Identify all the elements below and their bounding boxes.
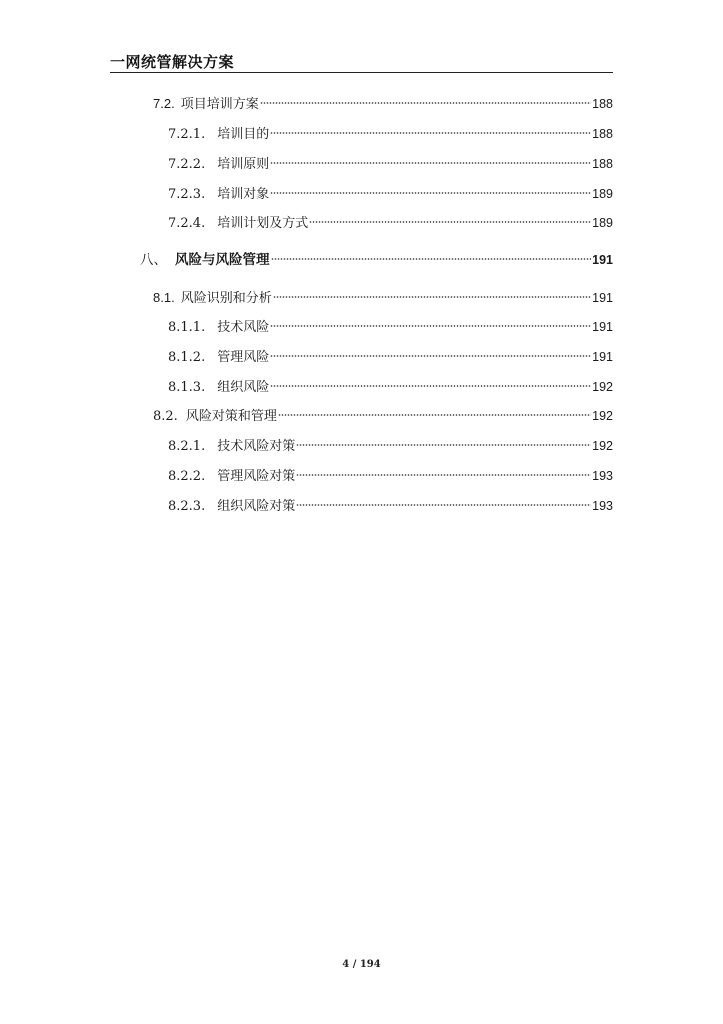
toc-dot-leader: [296, 443, 591, 447]
toc-entry-label: 风险识别和分析: [180, 291, 272, 306]
toc-entry-number: 7.2.4.: [168, 216, 206, 231]
page-number-indicator: 4 / 194: [342, 959, 381, 970]
toc-entry-7-2-3[interactable]: [168, 184, 613, 204]
toc-dot-leader: [270, 384, 591, 388]
toc-page-number: 191: [592, 291, 613, 305]
toc-dot-leader: [309, 220, 591, 224]
toc-dot-leader: [296, 503, 591, 507]
toc-dot-leader: [260, 101, 591, 105]
toc-entry-number: 8.1.1.: [168, 320, 206, 335]
toc-page-number: 191: [592, 350, 613, 364]
toc-entry-8-2-2[interactable]: [168, 466, 613, 486]
toc-dot-leader: [296, 473, 591, 477]
toc-entry-label: 培训目的: [217, 127, 270, 142]
toc-page-number: 193: [592, 499, 613, 513]
toc-entry-7-2-1[interactable]: [168, 124, 613, 144]
toc-page-number: 192: [592, 409, 613, 423]
toc-dot-leader: [270, 131, 591, 135]
toc-entry-8-1-3[interactable]: [168, 377, 613, 397]
toc-dot-leader: [278, 413, 591, 417]
toc-entry-number: 7.2.2.: [168, 157, 206, 172]
toc-entry-7-2[interactable]: [153, 94, 613, 114]
toc-entry-7-2-4[interactable]: [168, 213, 613, 233]
toc-entry-number: 7.2.1.: [168, 127, 206, 142]
toc-entry-8-1[interactable]: [153, 288, 613, 308]
toc-entry-label: 组织风险: [217, 380, 270, 395]
toc-page-number: 192: [592, 439, 613, 453]
toc-entry-8-2-1[interactable]: [168, 436, 613, 456]
toc-entry-number: 8.1.: [153, 290, 175, 305]
toc-dot-leader: [270, 354, 591, 358]
toc-entry-label: 技术风险: [217, 320, 270, 335]
toc-dot-leader: [271, 257, 592, 261]
toc-entry-label: 培训对象: [217, 187, 270, 202]
toc-entry-number: 8.2.: [153, 409, 178, 424]
toc-page-number: 189: [592, 216, 613, 230]
toc-entry-label: 组织风险对策: [217, 499, 296, 514]
toc-entry-label: 项目培训方案: [180, 97, 259, 112]
toc-entry-8-1-1[interactable]: [168, 317, 613, 337]
toc-entry-8-1-2[interactable]: [168, 347, 613, 367]
toc-entry-label: 技术风险对策: [217, 439, 296, 454]
toc-entry-label: 管理风险对策: [217, 469, 296, 484]
page-header-title: 一网统管解决方案: [110, 53, 235, 71]
toc-entry-label: 培训原则: [217, 157, 270, 172]
toc-page-number: 188: [592, 127, 613, 141]
toc-entry-number: 7.2.: [153, 96, 175, 111]
toc-entry-8-2[interactable]: [153, 406, 613, 426]
toc-dot-leader: [270, 161, 591, 165]
toc-entry-number: 8.1.2.: [168, 350, 206, 365]
toc-dot-leader: [273, 295, 591, 299]
toc-entry-number: 八、: [140, 252, 167, 268]
toc-entry-number: 8.2.2.: [168, 469, 206, 484]
toc-entry-number: 8.1.3.: [168, 380, 206, 395]
toc-page-number: 188: [592, 97, 613, 111]
toc-dot-leader: [270, 191, 591, 195]
toc-entry-number: 8.2.1.: [168, 439, 206, 454]
toc-dot-leader: [270, 324, 591, 328]
toc-entry-label: 培训计划及方式: [217, 216, 309, 231]
toc-page-number: 191: [592, 320, 613, 334]
toc-entry-label: 管理风险: [217, 350, 270, 365]
toc-page-number: 188: [592, 157, 613, 171]
toc-entry-label: 风险与风险管理: [175, 252, 270, 268]
toc-entry-7-2-2[interactable]: [168, 154, 613, 174]
toc-entry-number: 8.2.3.: [168, 499, 206, 514]
toc-page-number: 191: [592, 253, 613, 267]
toc-entry-8-2-3[interactable]: [168, 496, 613, 516]
toc-entry-chapter-8[interactable]: [140, 250, 613, 270]
toc-page-number: 192: [592, 380, 613, 394]
toc-page-number: 189: [592, 187, 613, 201]
toc-page-number: 193: [592, 469, 613, 483]
toc-entry-number: 7.2.3.: [168, 187, 206, 202]
toc-entry-label: 风险对策和管理: [185, 409, 277, 424]
